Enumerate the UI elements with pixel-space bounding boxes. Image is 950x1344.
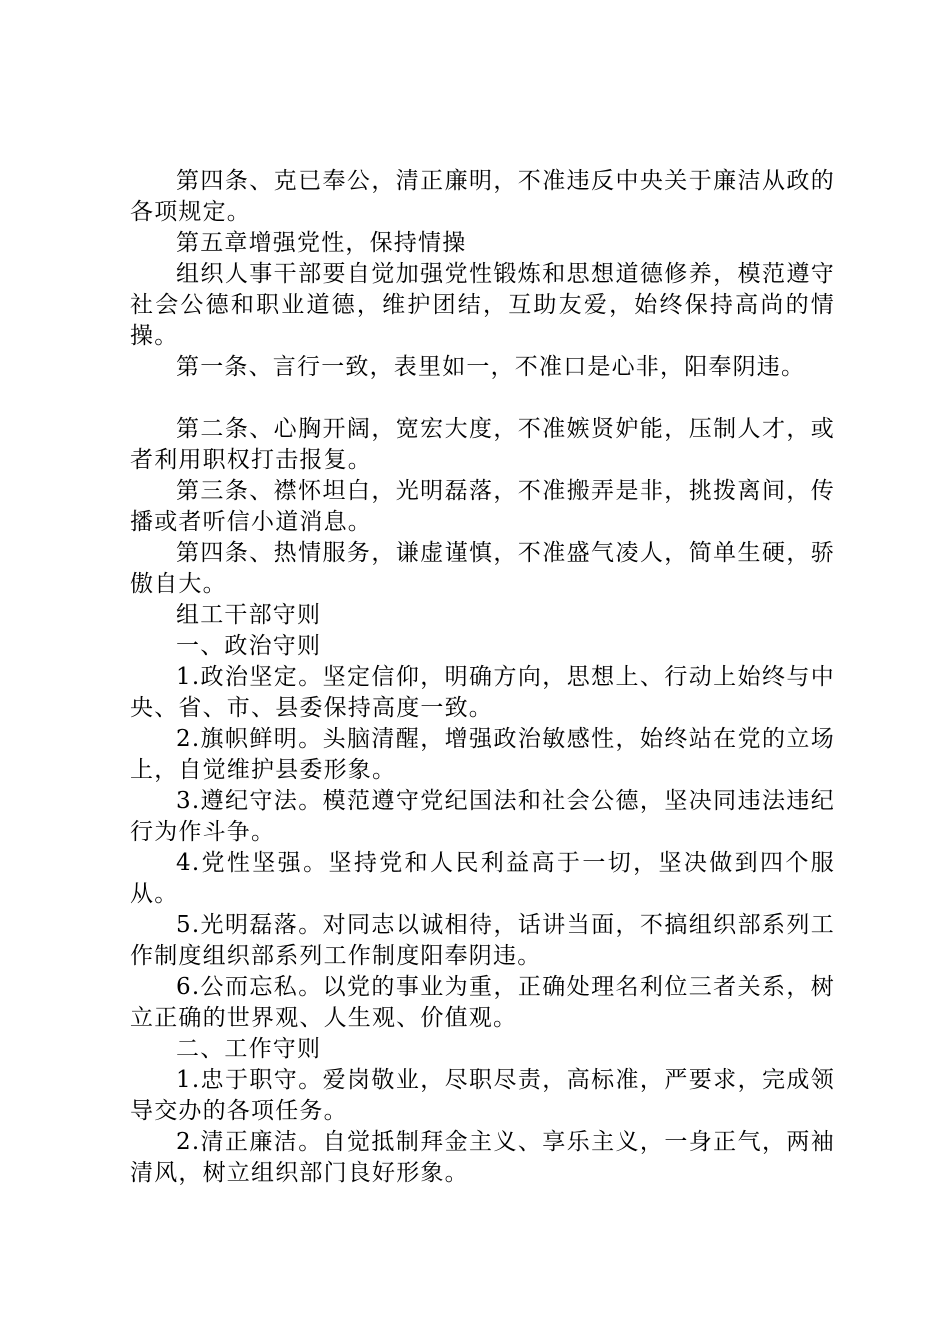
- article-2-open-minded: 第二条、心胸开阔，宽宏大度，不准嫉贤妒能，压制人才，或者利用职权打击报复。: [130, 416, 835, 473]
- section-1-heading: 一、政治守则: [176, 633, 322, 659]
- chapter-5-intro: 组织人事干部要自觉加强党性锻炼和思想道德修养，模范遵守社会公德和职业道德，维护团结，互助友爱，始终保持高尚的情操。: [130, 261, 835, 349]
- article-1-consistency: 第一条、言行一致，表里如一，不准口是心非，阳奉阴违。: [176, 354, 806, 380]
- political-rule-2: 2.旗帜鲜明。头脑清醒，增强政治敏感性，始终站在党的立场上，自觉维护县委形象。: [130, 726, 835, 783]
- code-title: 组工干部守则: [176, 602, 322, 628]
- work-rule-1: 1.忠于职守。爱岗敬业，尽职尽责，高标准，严要求，完成领导交办的各项任务。: [130, 1067, 835, 1124]
- document-body: [130, 166, 835, 1189]
- article-3-frankness: 第三条、襟怀坦白，光明磊落，不准搬弄是非，挑拨离间，传播或者听信小道消息。: [130, 478, 835, 535]
- work-rule-2: 2.清正廉洁。自觉抵制拜金主义、享乐主义，一身正气，两袖清风，树立组织部门良好形象。: [130, 1129, 835, 1186]
- political-rule-1: 1.政治坚定。坚定信仰，明确方向，思想上、行动上始终与中央、省、市、县委保持高度一致。: [130, 664, 835, 721]
- political-rule-3: 3.遵纪守法。模范遵守党纪国法和社会公德，坚决同违法违纪行为作斗争。: [130, 788, 835, 845]
- article-4-integrity: 第四条、克已奉公，清正廉明，不准违反中央关于廉洁从政的各项规定。: [130, 168, 835, 225]
- political-rule-4: 4.党性坚强。坚持党和人民利益高于一切，坚决做到四个服从。: [130, 850, 835, 907]
- political-rule-6: 6.公而忘私。以党的事业为重，正确处理名利位三者关系，树立正确的世界观、人生观、价值观。: [130, 974, 835, 1031]
- political-rule-5: 5.光明磊落。对同志以诚相待，话讲当面，不搞组织部系列工作制度组织部系列工作制度阳奉阴违。: [130, 912, 835, 969]
- chapter-5-heading: 第五章增强党性，保持情操: [176, 230, 467, 256]
- section-2-heading: 二、工作守则: [176, 1036, 322, 1062]
- article-4-service: 第四条、热情服务，谦虚谨慎，不准盛气凌人，简单生硬，骄傲自大。: [130, 540, 835, 597]
